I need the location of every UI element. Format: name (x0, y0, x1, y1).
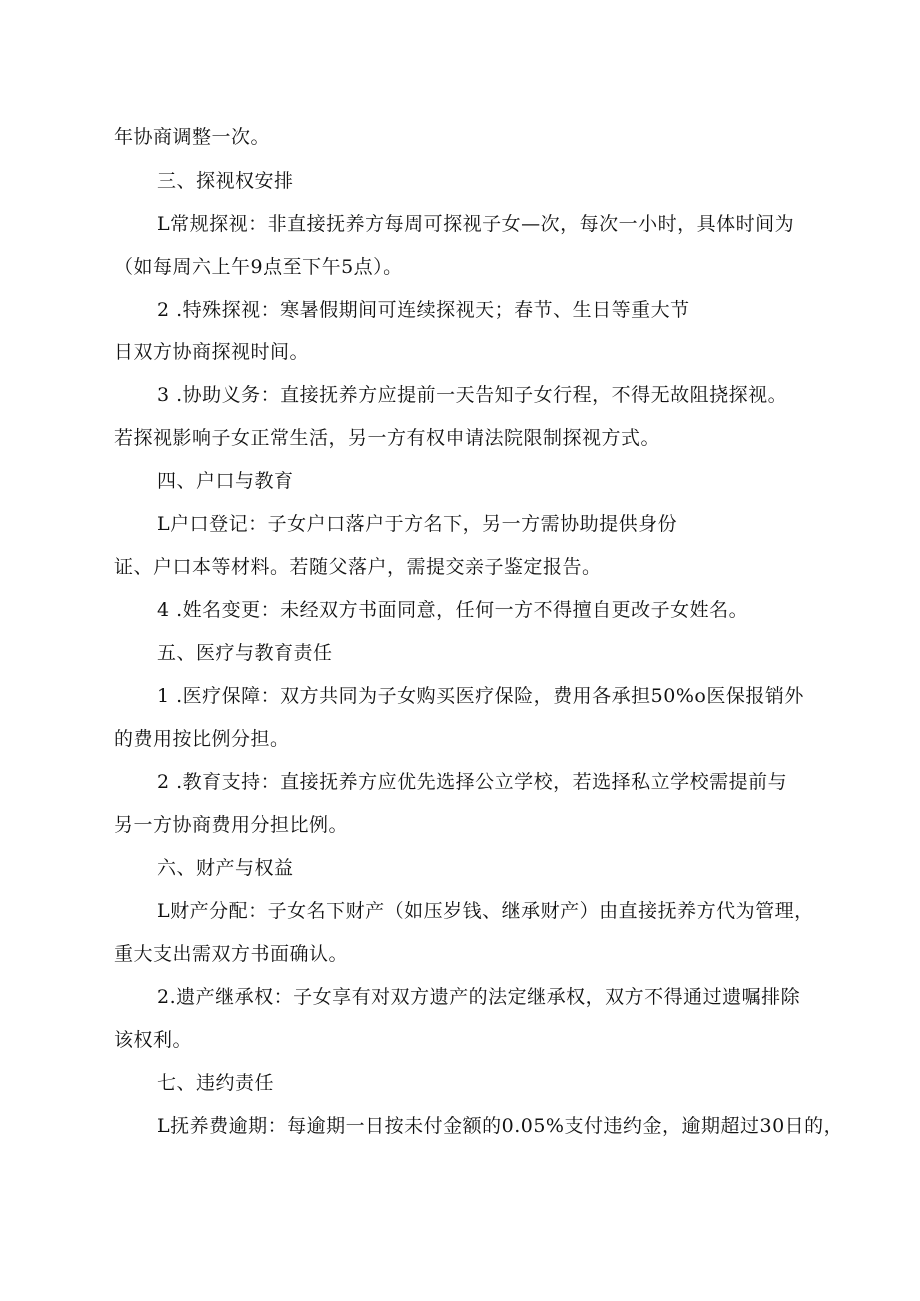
paragraph-line: 年协商调整一次。 (114, 126, 271, 148)
section-heading-medical: 五、医疗与教育责任 (157, 642, 333, 664)
paragraph-line: 日双方协商探视时间。 (114, 341, 310, 363)
paragraph-line: 另一方协商费用分担比例。 (114, 814, 349, 836)
paragraph-line: （如每周六上午9点至下午5点）。 (114, 256, 403, 278)
paragraph-line: 2 .特殊探视：寒暑假期间可连续探视天；春节、生日等重大节 (157, 299, 690, 321)
paragraph-line: 证、户口本等材料。若随父落户，需提交亲子鉴定报告。 (114, 556, 602, 578)
paragraph-line: 3 .协助义务：直接抚养方应提前一天告知子女行程，不得无故阻挠探视。 (157, 384, 788, 406)
paragraph-line: 2 .教育支持：直接抚养方应优先选择公立学校，若选择私立学校需提前与 (157, 771, 788, 793)
paragraph-line: L户口登记：子女户口落户于方名下，另一方需协助提供身份 (157, 513, 678, 535)
section-heading-visitation: 三、探视权安排 (157, 170, 294, 192)
paragraph-line: 该权利。 (114, 1029, 193, 1051)
paragraph-line: L常规探视：非直接抚养方每周可探视子女—次，每次一小时，具体时间为 (157, 213, 795, 235)
section-heading-property: 六、财产与权益 (157, 857, 294, 879)
paragraph-line: 的费用按比例分担。 (114, 728, 290, 750)
paragraph-line: L抚养费逾期：每逾期一日按未付金额的0.05%支付违约金，逾期超过30日的， (157, 1115, 844, 1137)
section-heading-breach: 七、违约责任 (157, 1072, 275, 1094)
paragraph-line: 2.遗产继承权：子女享有对双方遗产的法定继承权，双方不得通过遗嘱排除 (157, 986, 801, 1008)
paragraph-line: 1 .医疗保障：双方共同为子女购买医疗保险，费用各承担50%o医保报销外 (157, 685, 804, 707)
paragraph-line: 若探视影响子女正常生活，另一方有权申请法院限制探视方式。 (114, 427, 661, 449)
paragraph-line: 重大支出需双方书面确认。 (114, 943, 349, 965)
paragraph-line: 4 .姓名变更：未经双方书面同意，任何一方不得擅自更改子女姓名。 (157, 599, 749, 621)
paragraph-line: L财产分配：子女名下财产（如压岁钱、继承财产）由直接抚养方代为管理， (157, 900, 814, 922)
section-heading-household: 四、户口与教育 (157, 470, 294, 492)
